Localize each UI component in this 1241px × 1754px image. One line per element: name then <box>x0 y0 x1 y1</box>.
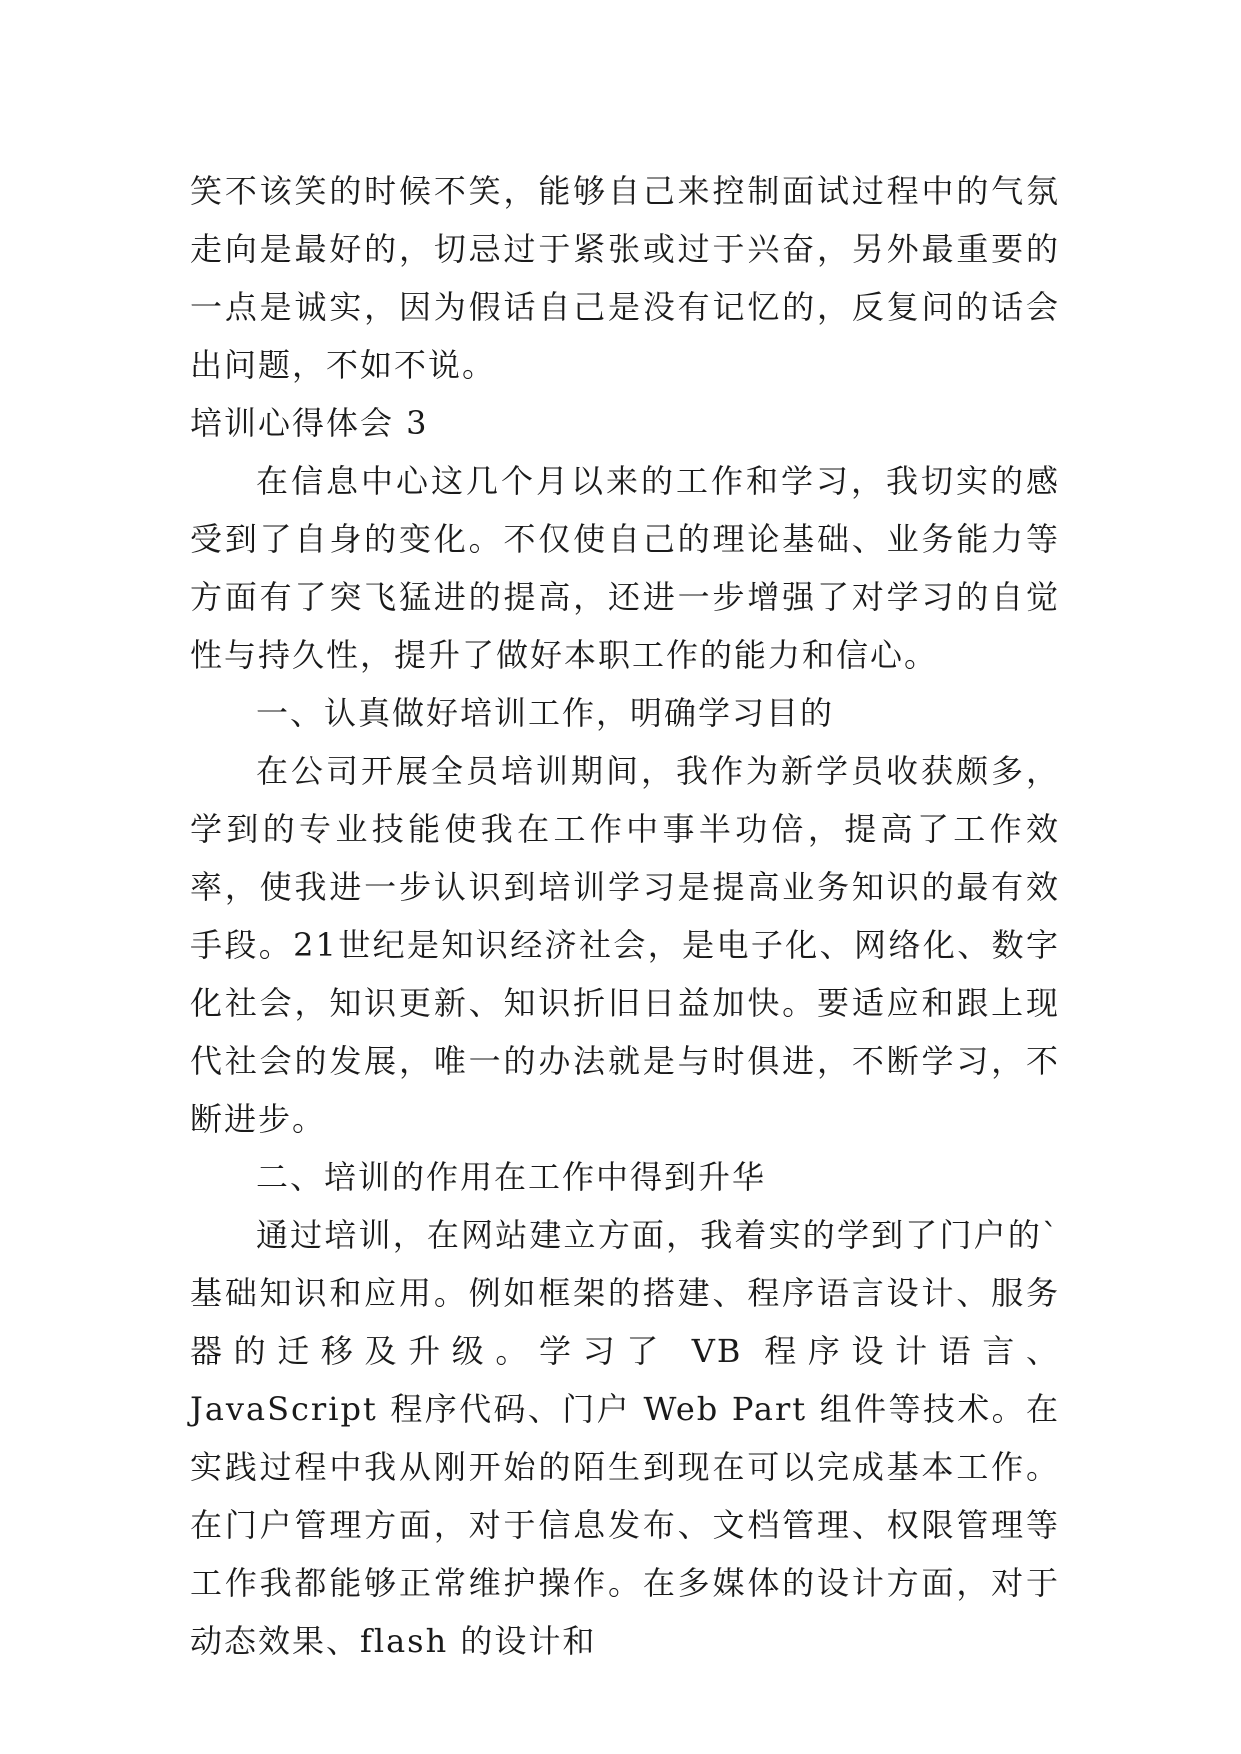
document-page <box>190 162 1060 1670</box>
paragraph: 通过培训，在网站建立方面，我着实的学到了门户的`基础知识和应用。例如框架的搭建、程序语言设计、服务器的迁移及升级。学习了 VB 程序设计语言、JavaScript 程序代码、门户 Web Part 组件等技术。在实践过程中我从刚开始的陌生到现在可以完成基本工作。在门户管理方面，对于信息发布、文档管理、权限管理等工作我都能够正常维护操作。在多媒体的设计方面，对于动态效果、flash 的设计和 <box>190 1216 1060 1660</box>
paragraph-continued: 笑不该笑的时候不笑，能够自己来控制面试过程中的气氛走向是最好的，切忌过于紧张或过于兴奋，另外最重要的一点是诚实，因为假话自己是没有记忆的，反复问的话会出问题，不如不说。 <box>190 172 1060 384</box>
section-title: 培训心得体会 3 <box>190 404 429 442</box>
subheading: 二、培训的作用在工作中得到升华 <box>256 1158 767 1196</box>
paragraph: 在公司开展全员培训期间，我作为新学员收获颇多，学到的专业技能使我在工作中事半功倍，提高了工作效率，使我进一步认识到培训学习是提高业务知识的最有效手段。21世纪是知识经济社会，是电子化、网络化、数字化社会，知识更新、知识折旧日益加快。要适应和跟上现代社会的发展，唯一的办法就是与时俱进，不断学习，不断进步。 <box>190 752 1060 1138</box>
paragraph: 在信息中心这几个月以来的工作和学习，我切实的感受到了自身的变化。不仅使自己的理论基础、业务能力等方面有了突飞猛进的提高，还进一步增强了对学习的自觉性与持久性，提升了做好本职工作的能力和信心。 <box>190 462 1060 674</box>
subheading: 一、认真做好培训工作，明确学习目的 <box>256 694 835 732</box>
